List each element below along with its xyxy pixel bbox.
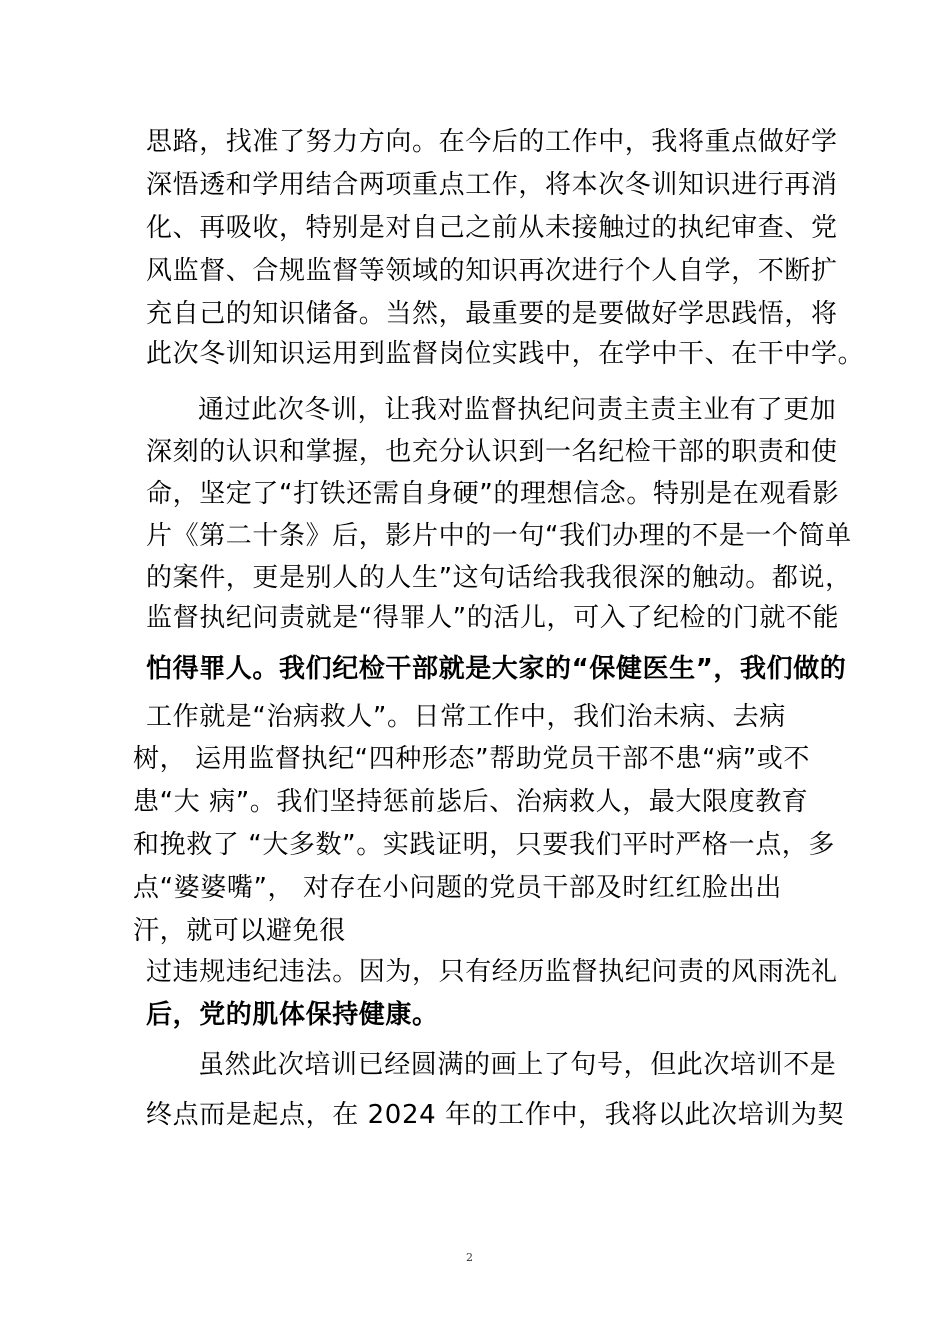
text-line: 虽然此次培训已经圆满的画上了句号，但此次培训不是 [198, 1050, 837, 1080]
text-line: 深刻的认识和掌握，也充分认识到一名纪检干部的职责和使 [146, 437, 838, 467]
text-line: 后，党的肌体保持健康。 [146, 1000, 439, 1030]
text-line: 此次冬训知识运用到监督岗位实践中，在学中干、在干中学。 [146, 339, 865, 369]
text-line: 监督执纪问责就是“得罪人”的活儿，可入了纪检的门就不能 [146, 603, 840, 633]
page-number: 2 [466, 1251, 473, 1264]
text-line: 的案件，更是别人的人生”这句话给我我很深的触动。都说， [146, 563, 852, 593]
text-line: 化、再吸收，特别是对自己之前从未接触过的执纪审查、党 [146, 213, 838, 243]
text-line: 片《第二十条》后，影片中的一句“我们办理的不是一个简单 [146, 521, 852, 551]
text-line: 汗，就可以避免很 [133, 916, 346, 946]
text-line: 和挽救了 “大多数”。实践证明，只要我们平时严格一点，多 [133, 830, 836, 860]
text-line: 点“婆婆嘴”， 对存在小问题的党员干部及时红红脸出出 [133, 873, 782, 903]
text-line: 患“大 病”。我们坚持惩前毖后、治病救人，最大限度教育 [133, 787, 809, 817]
text-line: 终点而是起点，在 2024 年的工作中，我将以此次培训为契 [146, 1100, 845, 1130]
text-line: 风监督、合规监督等领域的知识再次进行个人自学，不断扩 [146, 256, 838, 286]
text-line: 命，坚定了“打铁还需自身硬”的理想信念。特别是在观看影 [146, 479, 840, 509]
text-line: 过违规违纪违法。因为，只有经历监督执纪问责的风雨洗礼 [146, 957, 838, 987]
text-line: 怕得罪人。我们纪检干部就是大家的“保健医生”，我们做的 [146, 654, 847, 684]
text-line: 树， 运用监督执纪“四种形态”帮助党员干部不患“病”或不 [133, 744, 810, 774]
text-line: 通过此次冬训，让我对监督执纪问责主责主业有了更加 [198, 395, 837, 425]
text-line: 工作就是“治病救人”。日常工作中，我们治未病、去病 [146, 702, 786, 732]
text-line: 充自己的知识储备。当然，最重要的是要做好学思践悟，将 [146, 299, 838, 329]
text-line: 深悟透和学用结合两项重点工作，将本次冬训知识进行再消 [146, 170, 838, 200]
text-line: 思路，找准了努力方向。在今后的工作中，我将重点做好学 [146, 127, 838, 157]
